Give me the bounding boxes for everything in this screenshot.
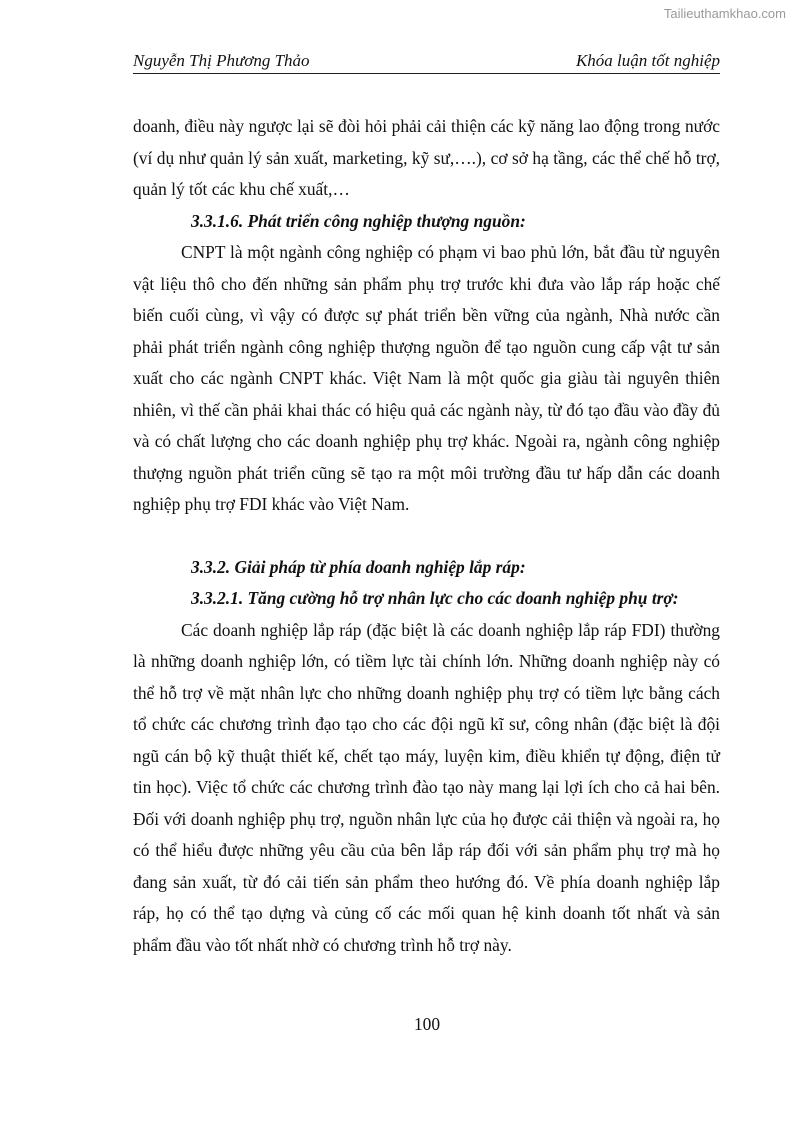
page-header	[133, 50, 720, 74]
section-heading-3-3-1-6: 3.3.1.6. Phát triển công nghiệp thượng nguồn:	[191, 210, 526, 231]
paragraph-intro: doanh, điều này ngược lại sẽ đòi hỏi phải cải thiện các kỹ năng lao động trong nước (ví dụ như quản lý sản xuất, marketing, kỹ sư,….), cơ sở hạ tầng, các thể chế hỗ trợ, quản lý tốt các khu chế xuất,…	[133, 116, 720, 199]
header-author: Nguyễn Thị Phương Thảo	[133, 51, 310, 70]
paragraph-3-3-1-6: CNPT là một ngành công nghiệp có phạm vi bao phủ lớn, bắt đầu từ nguyên vật liệu thô cho đến những sản phẩm phụ trợ trước khi đưa vào lắp ráp hoặc chế biến cuối cùng, vì vậy có được sự phát triển bền vững của ngành, Nhà nước cần phải phát triển ngành công nghiệp thượng nguồn để tạo nguồn cung cấp vật tư sản xuất cho các ngành CNPT khác. Việt Nam là một quốc gia giàu tài nguyên thiên nhiên, vì thế cần phải khai thác có hiệu quả các ngành này, từ đó tạo đầu vào đầy đủ và có chất lượng cho các doanh nghiệp phụ trợ khác. Ngoài ra, ngành công nghiệp thượng nguồn phát triển cũng sẽ tạo ra một môi trường đầu tư hấp dẫn các doanh nghiệp phụ trợ FDI khác vào Việt Nam.	[133, 242, 720, 514]
section-spacer	[133, 521, 720, 552]
section-heading-3-3-2: 3.3.2. Giải pháp từ phía doanh nghiệp lắp ráp:	[191, 556, 526, 577]
watermark-text: Tailieuthamkhao.com	[663, 6, 786, 21]
paragraph-3-3-2-1: Các doanh nghiệp lắp ráp (đặc biệt là các doanh nghiệp lắp ráp FDI) thường là những doanh nghiệp lớn, có tiềm lực tài chính lớn. Những doanh nghiệp này có thể hỗ trợ về mặt nhân lực cho những doanh nghiệp phụ trợ có tiềm lực bằng cách tổ chức các chương trình đạo tạo cho các đội ngũ kĩ sư, công nhân (đặc biệt là đội ngũ cán bộ kỹ thuật thiết kế, chết tạo máy, luyện kim, điều khiển tự động, điện tử tin học). Việc tổ chức các chương trình đào tạo này mang lại lợi ích cho cả hai bên. Đối với doanh nghiệp phụ trợ, nguồn nhân lực của họ được cải thiện và ngoài ra, họ có thể hiểu được những yêu cầu của bên lắp ráp đối với sản phẩm phụ trợ mà họ đang sản xuất, từ đó cải tiến sản phẩm theo hướng đó. Về phía doanh nghiệp lắp ráp, họ có thể tạo dựng và củng cố các mối quan hệ kinh doanh tốt nhất và sản phẩm đầu vào tốt nhất nhờ có chương trình hỗ trợ này.	[133, 619, 720, 955]
section-heading-3-3-2-1: 3.3.2.1. Tăng cường hỗ trợ nhân lực cho các doanh nghiệp phụ trợ:	[191, 588, 679, 608]
page-number: 100	[413, 1014, 441, 1034]
page-body	[133, 111, 720, 961]
header-doc-type: Khóa luận tốt nghiệp	[575, 51, 720, 70]
